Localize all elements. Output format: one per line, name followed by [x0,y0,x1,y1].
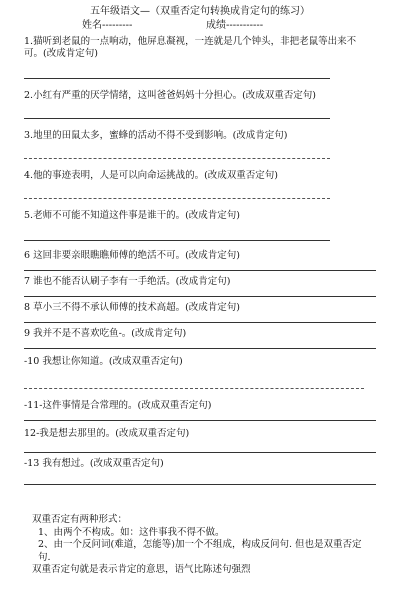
question-5: 5.老师不可能不知道这件事是谁干的。(改成肯定句) [24,210,240,221]
name-label: 姓名--------- [82,20,133,31]
answer-line-8 [24,322,376,323]
answer-line-13 [24,484,376,485]
question-13: -13 我有想过。(改成双重否定句) [24,458,164,469]
question-10: -10 我想让你知道。(改成双重否定句) [24,356,183,367]
answer-line-9 [24,348,376,349]
answer-line-3 [24,158,330,159]
question-6: 6 这回非要亲眼瞧瞧师傅的绝活不可。(改成肯定句) [24,250,240,261]
question-9: 9 我并不是不喜欢吃鱼-。(改成肯定句) [24,328,187,339]
question-2: 2.小红有严重的厌学情绪，这叫爸爸妈妈十分担心。(改成双重否定句) [24,90,316,101]
answer-line-12 [24,452,376,453]
notes-summary: 双重否定句就是表示肯定的意思，语气比陈述句强烈 [32,564,251,575]
answer-line-5 [24,240,330,241]
answer-line-10 [24,388,364,389]
worksheet-title: 五年级语文—（双重否定句转换成肯定句的练习） [90,6,310,17]
answer-line-11 [24,420,376,421]
answer-line-2 [24,118,330,119]
question-1: 1.猫听到老鼠的一点响动，他屏息凝视，一连就是几个钟头，非把老鼠等出来不可。(改成肯定句) [24,36,357,59]
notes-item-2: 2、由一个反问词(难道，怎能等)加一个不组成，构成反问句. 但也是双重否定句. [38,539,362,563]
answer-line-4 [24,198,330,199]
question-7: 7 谁也不能否认刷子李有一手绝活。(改成肯定句) [24,276,231,287]
question-12: 12-我是想去那里的。(改成双重否定句) [24,428,190,439]
answer-line-6 [24,270,376,271]
question-8: 8 草小三不得不承认师傅的技术高超。(改成肯定句) [24,302,240,313]
question-11: -11-这件事情是合常理的。(改成双重否定句) [24,400,212,411]
answer-line-7 [24,296,376,297]
notes-heading: 双重否定有两种形式： [32,514,128,525]
notes-item-1: 1、由两个不构成。如：这件事我不得不做。 [38,526,225,538]
notes-section [32,514,372,577]
score-label: 成绩----------- [206,20,264,31]
question-4: 4.他的事迹表明，人是可以向命运挑战的。(改成双重否定句) [24,170,278,181]
question-3: 3.地里的田鼠太多，蜜蜂的活动不得不受到影响。(改成肯定句) [24,130,288,141]
answer-line-1 [24,78,330,79]
